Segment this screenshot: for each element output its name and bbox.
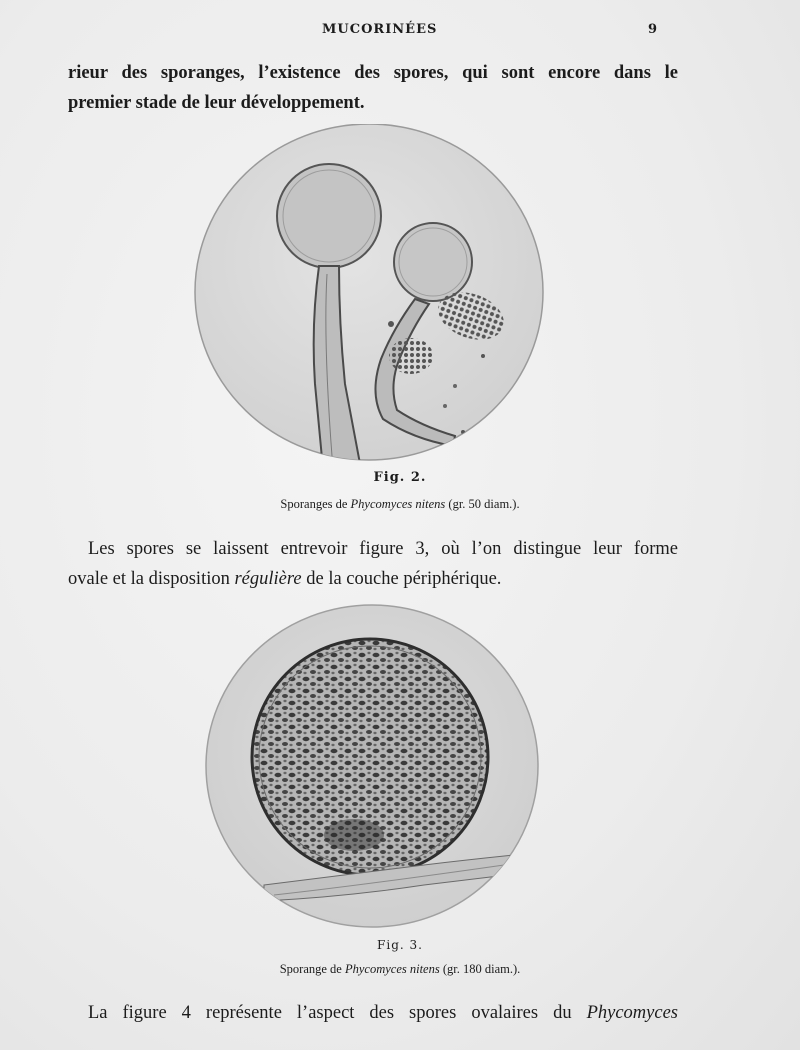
figure-2-caption <box>0 497 800 512</box>
paragraph-1-line: rieur des sporanges, l’existence des spores, qui sont encore dans le <box>68 63 678 83</box>
paragraph-2-text: ovale et la disposition <box>68 569 235 589</box>
figure-2-caption-suffix: (gr. 50 diam.). <box>445 497 520 511</box>
figure-3-image <box>204 603 540 929</box>
paragraph-3-line <box>68 998 678 1028</box>
figure-2-micrograph <box>193 124 547 464</box>
running-title: MUCORINÉES <box>322 22 438 37</box>
paragraph-2-emphasis: régulière <box>234 569 302 589</box>
paragraph-2-text: de la couche périphérique. <box>301 569 502 589</box>
paragraph-2 <box>68 534 678 594</box>
paragraph-1 <box>68 58 678 118</box>
paragraph-2-line <box>68 564 678 594</box>
paragraph-1-line: premier stade de leur développement. <box>68 93 365 113</box>
paragraph-3-text: La figure 4 représente l’aspect des spores ovalaires du <box>88 1003 587 1023</box>
figure-2-caption-species: Phycomyces nitens <box>350 497 446 511</box>
page-number: 9 <box>648 22 658 37</box>
running-head <box>0 22 800 42</box>
figure-2-caption-prefix: Sporanges de <box>280 497 351 511</box>
paragraph-3 <box>68 998 678 1028</box>
figure-3-caption <box>0 962 800 977</box>
figure-3-caption-prefix: Sporange de <box>279 962 345 976</box>
figure-3-caption-suffix: (gr. 180 diam.). <box>439 962 521 976</box>
figure-3-label: Fig. 3. <box>377 938 423 952</box>
paragraph-3-emphasis: Phycomyces <box>586 1003 678 1023</box>
figure-3-micrograph <box>204 603 540 929</box>
figure-2-label: Fig. 2. <box>373 470 427 485</box>
figure-2-image <box>193 124 547 464</box>
figure-3-caption-species: Phycomyces nitens <box>344 962 440 976</box>
paragraph-2-line: Les spores se laissent entrevoir figure 3, où l’on distingue leur forme <box>88 539 678 559</box>
